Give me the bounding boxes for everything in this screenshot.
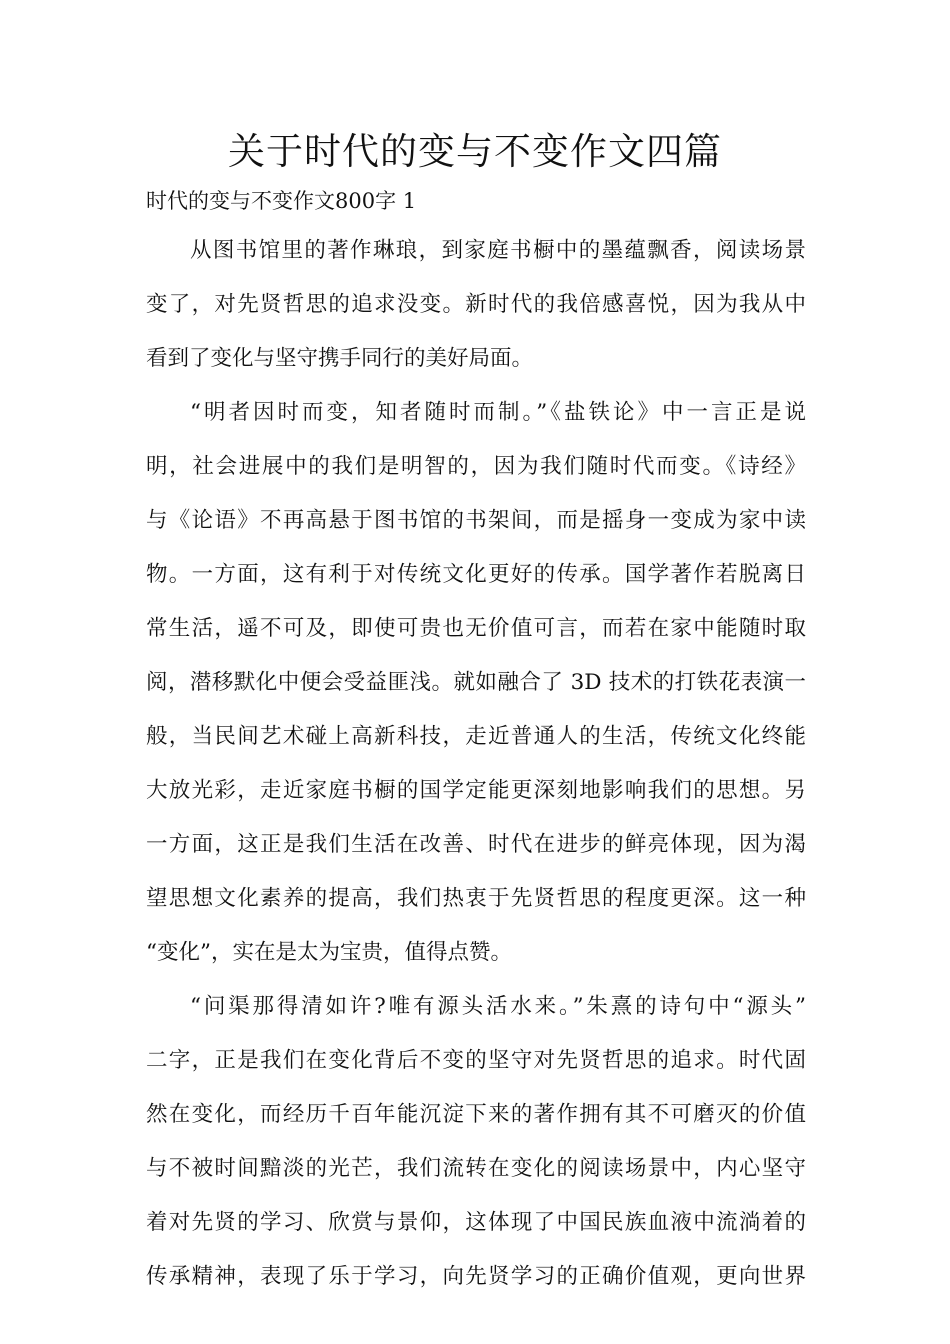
- paragraph-3-line: 传承精神，表现了乐于学习，向先贤学习的正确价值观，更向世界: [146, 1264, 806, 1289]
- paragraph-2-line: 大放光彩，走近家庭书橱的国学定能更深刻地影响我们的思想。另: [146, 778, 806, 803]
- paragraph-1-line: 从图书馆里的著作琳琅，到家庭书橱中的墨蕴飘香，阅读场景: [190, 238, 806, 263]
- document-subtitle: 时代的变与不变作文800字 1: [146, 189, 417, 213]
- paragraph-2-line: 一方面，这正是我们生活在改善、时代在进步的鲜亮体现，因为渴: [146, 832, 806, 857]
- paragraph-2-line: 望思想文化素养的提高，我们热衷于先贤哲思的程度更深。这一种: [146, 886, 806, 911]
- paragraph-2-line: 物。一方面，这有利于对传统文化更好的传承。国学著作若脱离日: [146, 562, 806, 587]
- paragraph-2-line: 明，社会进展中的我们是明智的，因为我们随时代而变。《诗经》: [146, 454, 806, 479]
- paragraph-3-line: “问渠那得清如许?唯有源头活水来。”朱熹的诗句中“源头”: [190, 994, 806, 1019]
- document-body: [146, 230, 806, 1310]
- paragraph-2-line: 阅，潜移默化中便会受益匪浅。就如融合了 3D 技术的打铁花表演一: [146, 670, 806, 695]
- paragraph-2-line: 般，当民间艺术碰上高新科技，走近普通人的生活，传统文化终能: [146, 724, 806, 749]
- paragraph-3-line: 二字，正是我们在变化背后不变的坚守对先贤哲思的追求。时代固: [146, 1048, 806, 1073]
- paragraph-3-line: 然在变化，而经历千百年能沉淀下来的著作拥有其不可磨灭的价值: [146, 1102, 806, 1127]
- paragraph-1-line: 变了，对先贤哲思的追求没变。新时代的我倍感喜悦，因为我从中: [146, 292, 806, 317]
- document-title: 关于时代的变与不变作文四篇: [228, 130, 722, 173]
- paragraph-3-line: 与不被时间黯淡的光芒，我们流转在变化的阅读场景中，内心坚守: [146, 1156, 806, 1181]
- paragraph-2-line: 常生活，遥不可及，即使可贵也无价值可言，而若在家中能随时取: [146, 616, 806, 641]
- paragraph-2-line: 与《论语》不再高悬于图书馆的书架间，而是摇身一变成为家中读: [146, 508, 806, 533]
- paragraph-1-line: 看到了变化与坚守携手同行的美好局面。: [146, 346, 534, 371]
- paragraph-2-line: “变化”，实在是太为宝贵，值得点赞。: [146, 940, 512, 965]
- paragraph-2-line: “明者因时而变，知者随时而制。”《盐铁论》中一言正是说: [190, 400, 806, 425]
- paragraph-3-line: 着对先贤的学习、欣赏与景仰，这体现了中国民族血液中流淌着的: [146, 1210, 806, 1235]
